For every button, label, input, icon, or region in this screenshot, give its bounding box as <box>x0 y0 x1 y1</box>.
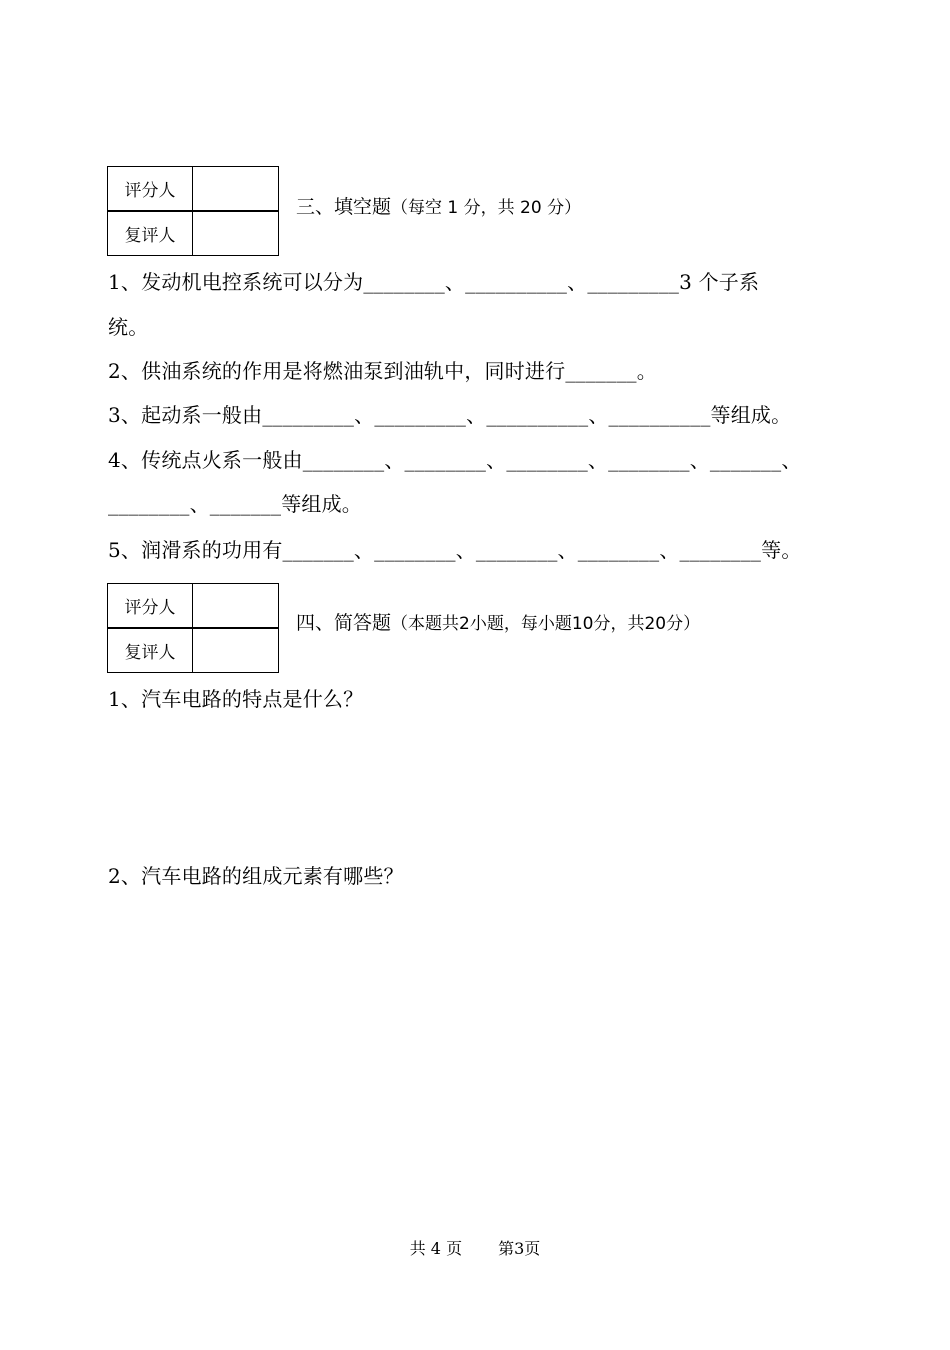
section4-question-1: 1、汽车电路的特点是什么？ <box>108 687 364 711</box>
total-pages: 共 4 页 <box>409 1239 463 1258</box>
page-footer <box>0 1236 950 1259</box>
section4-note: （本题共2小题，每小题10分，共20分） <box>391 614 701 634</box>
scorer-label: 评分人 <box>108 167 193 212</box>
reviewer-cell[interactable] <box>193 628 279 673</box>
section3-question-4: 4、传统点火系一般由________、________、________、________、_______、 <box>108 448 802 472</box>
current-page: 第3页 <box>498 1239 541 1258</box>
scorer-cell[interactable] <box>193 167 279 212</box>
section3-question-1-cont: 统。 <box>108 315 149 339</box>
section3-note: （每空 1 分，共 20 分） <box>391 198 582 218</box>
reviewer-cell[interactable] <box>193 211 279 256</box>
section3-question-4-cont: ________、_______等组成。 <box>108 492 362 516</box>
section4-score-box <box>107 583 279 673</box>
scorer-label: 评分人 <box>108 584 193 629</box>
section3-question-2: 2、供油系统的作用是将燃油泵到油轨中，同时进行_______。 <box>108 359 657 383</box>
scorer-cell[interactable] <box>193 584 279 629</box>
section3-question-3: 3、起动系一般由_________、_________、__________、__________等组成。 <box>108 403 792 427</box>
section3-question-1: 1、发动机电控系统可以分为________、__________、_________3 个子系 <box>108 270 760 294</box>
section3-score-box <box>107 166 279 256</box>
reviewer-label: 复评人 <box>108 211 193 256</box>
section3-heading: 三、填空题 <box>296 196 392 218</box>
section4-question-2: 2、汽车电路的组成元素有哪些？ <box>108 864 404 888</box>
section3-title <box>296 192 581 219</box>
reviewer-label: 复评人 <box>108 628 193 673</box>
section4-title <box>296 608 700 635</box>
section3-question-5: 5、润滑系的功用有_______、________、________、________、________等。 <box>108 538 802 562</box>
section4-heading: 四、简答题 <box>296 612 392 634</box>
